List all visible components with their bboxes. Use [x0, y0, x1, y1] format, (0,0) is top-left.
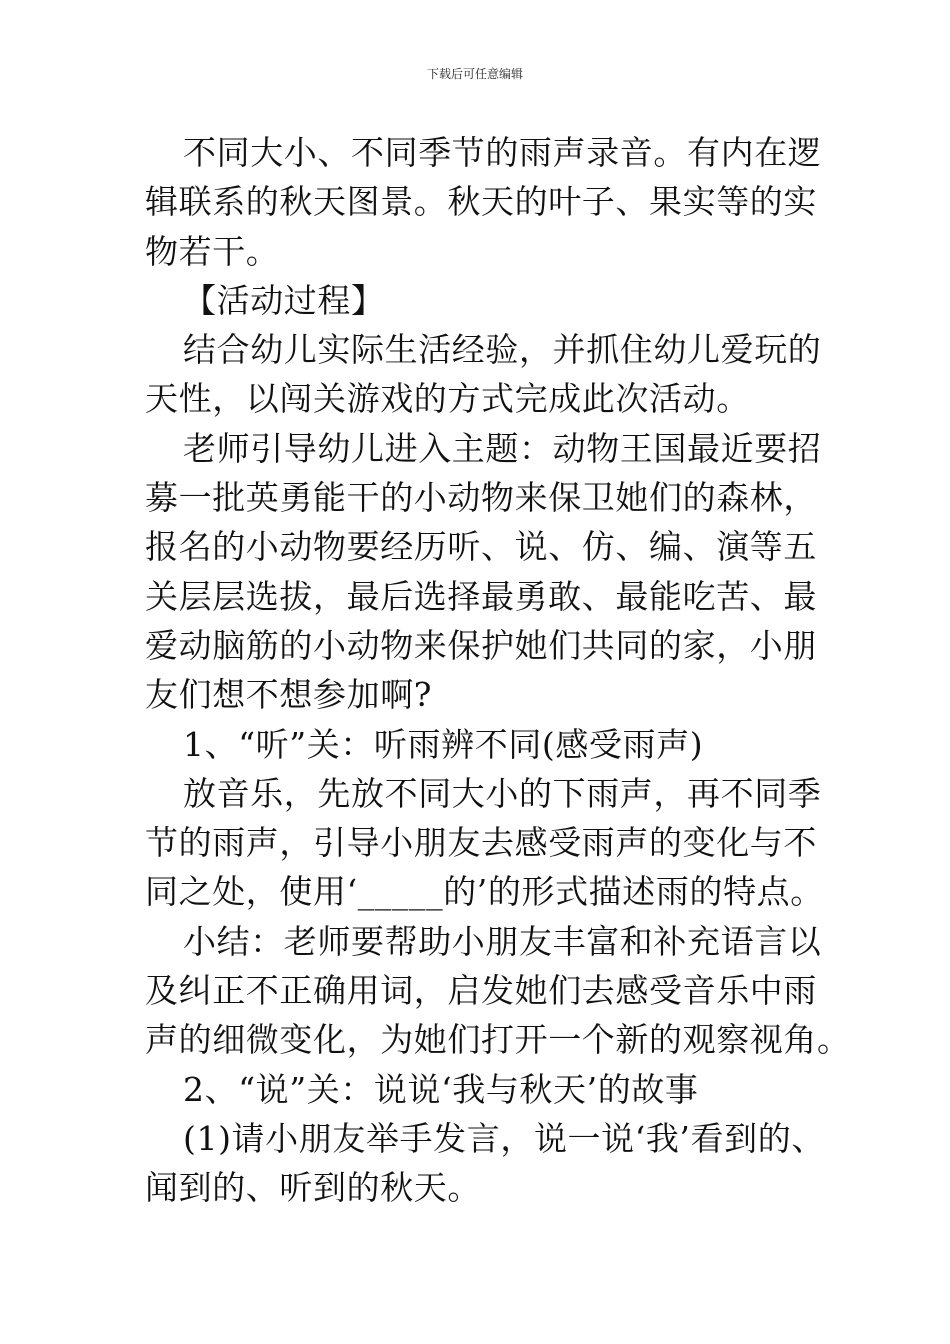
text-line: 声的细微变化，为她们打开一个新的观察视角。: [145, 1020, 851, 1060]
text-line: 结合幼儿实际生活经验，并抓住幼儿爱玩的: [183, 330, 822, 370]
text-line: 募一批英勇能干的小动物来保卫她们的森林，: [145, 478, 817, 518]
paragraph-summary: [145, 917, 851, 1065]
text-line: 物若干。: [145, 231, 280, 271]
paragraph-listen: [145, 769, 825, 917]
text-line: 闻到的、听到的秋天。: [145, 1168, 481, 1208]
paragraph-theme: [145, 424, 825, 720]
text-line: 辑联系的秋天图景。秋天的叶子、果实等的实: [145, 182, 817, 222]
document-body: [145, 128, 851, 1213]
text-line: 关层层选拔，最后选择最勇敢、最能吃苦、最: [145, 576, 817, 616]
subheading-speak-stage: [145, 1065, 825, 1114]
subheading: 1、“听”关：听雨辨不同(感受雨声): [183, 724, 704, 764]
text-line: 及纠正不正确用词，启发她们去感受音乐中雨: [145, 971, 817, 1011]
text-line: (1)请小朋友举手发言，说一说‘我’看到的、: [183, 1118, 825, 1158]
text-line: 不同大小、不同季节的雨声录音。有内在逻: [183, 133, 822, 172]
page-header: 下载后可任意编辑: [426, 67, 523, 81]
text-line: 同之处，使用‘_____的’的形式描述雨的特点。: [145, 872, 824, 912]
text-line: 报名的小动物要经历听、说、仿、编、演等五: [145, 527, 817, 567]
text-line: 节的雨声，引导小朋友去感受雨声的变化与不: [145, 823, 817, 863]
text-line: 友们想不想参加啊?: [145, 675, 433, 715]
section-heading-activity-process: [145, 276, 825, 325]
subheading: 2、“说”关：说说‘我与秋天’的故事: [183, 1069, 699, 1109]
text-line: 天性，以闯关游戏的方式完成此次活动。: [145, 379, 750, 419]
paragraph-materials: [145, 128, 825, 276]
paragraph-intro: [145, 325, 825, 424]
paragraph-speak: [145, 1114, 825, 1213]
subheading-listen-stage: [145, 720, 825, 769]
section-heading: 【活动过程】: [183, 280, 385, 320]
text-line: 老师引导幼儿进入主题：动物王国最近要招: [183, 428, 822, 468]
text-line: 小结：老师要帮助小朋友丰富和补充语言以: [183, 921, 822, 961]
text-line: 放音乐，先放不同大小的下雨声，再不同季: [183, 773, 822, 813]
text-line: 爱动脑筋的小动物来保护她们共同的家，小朋: [145, 625, 817, 665]
